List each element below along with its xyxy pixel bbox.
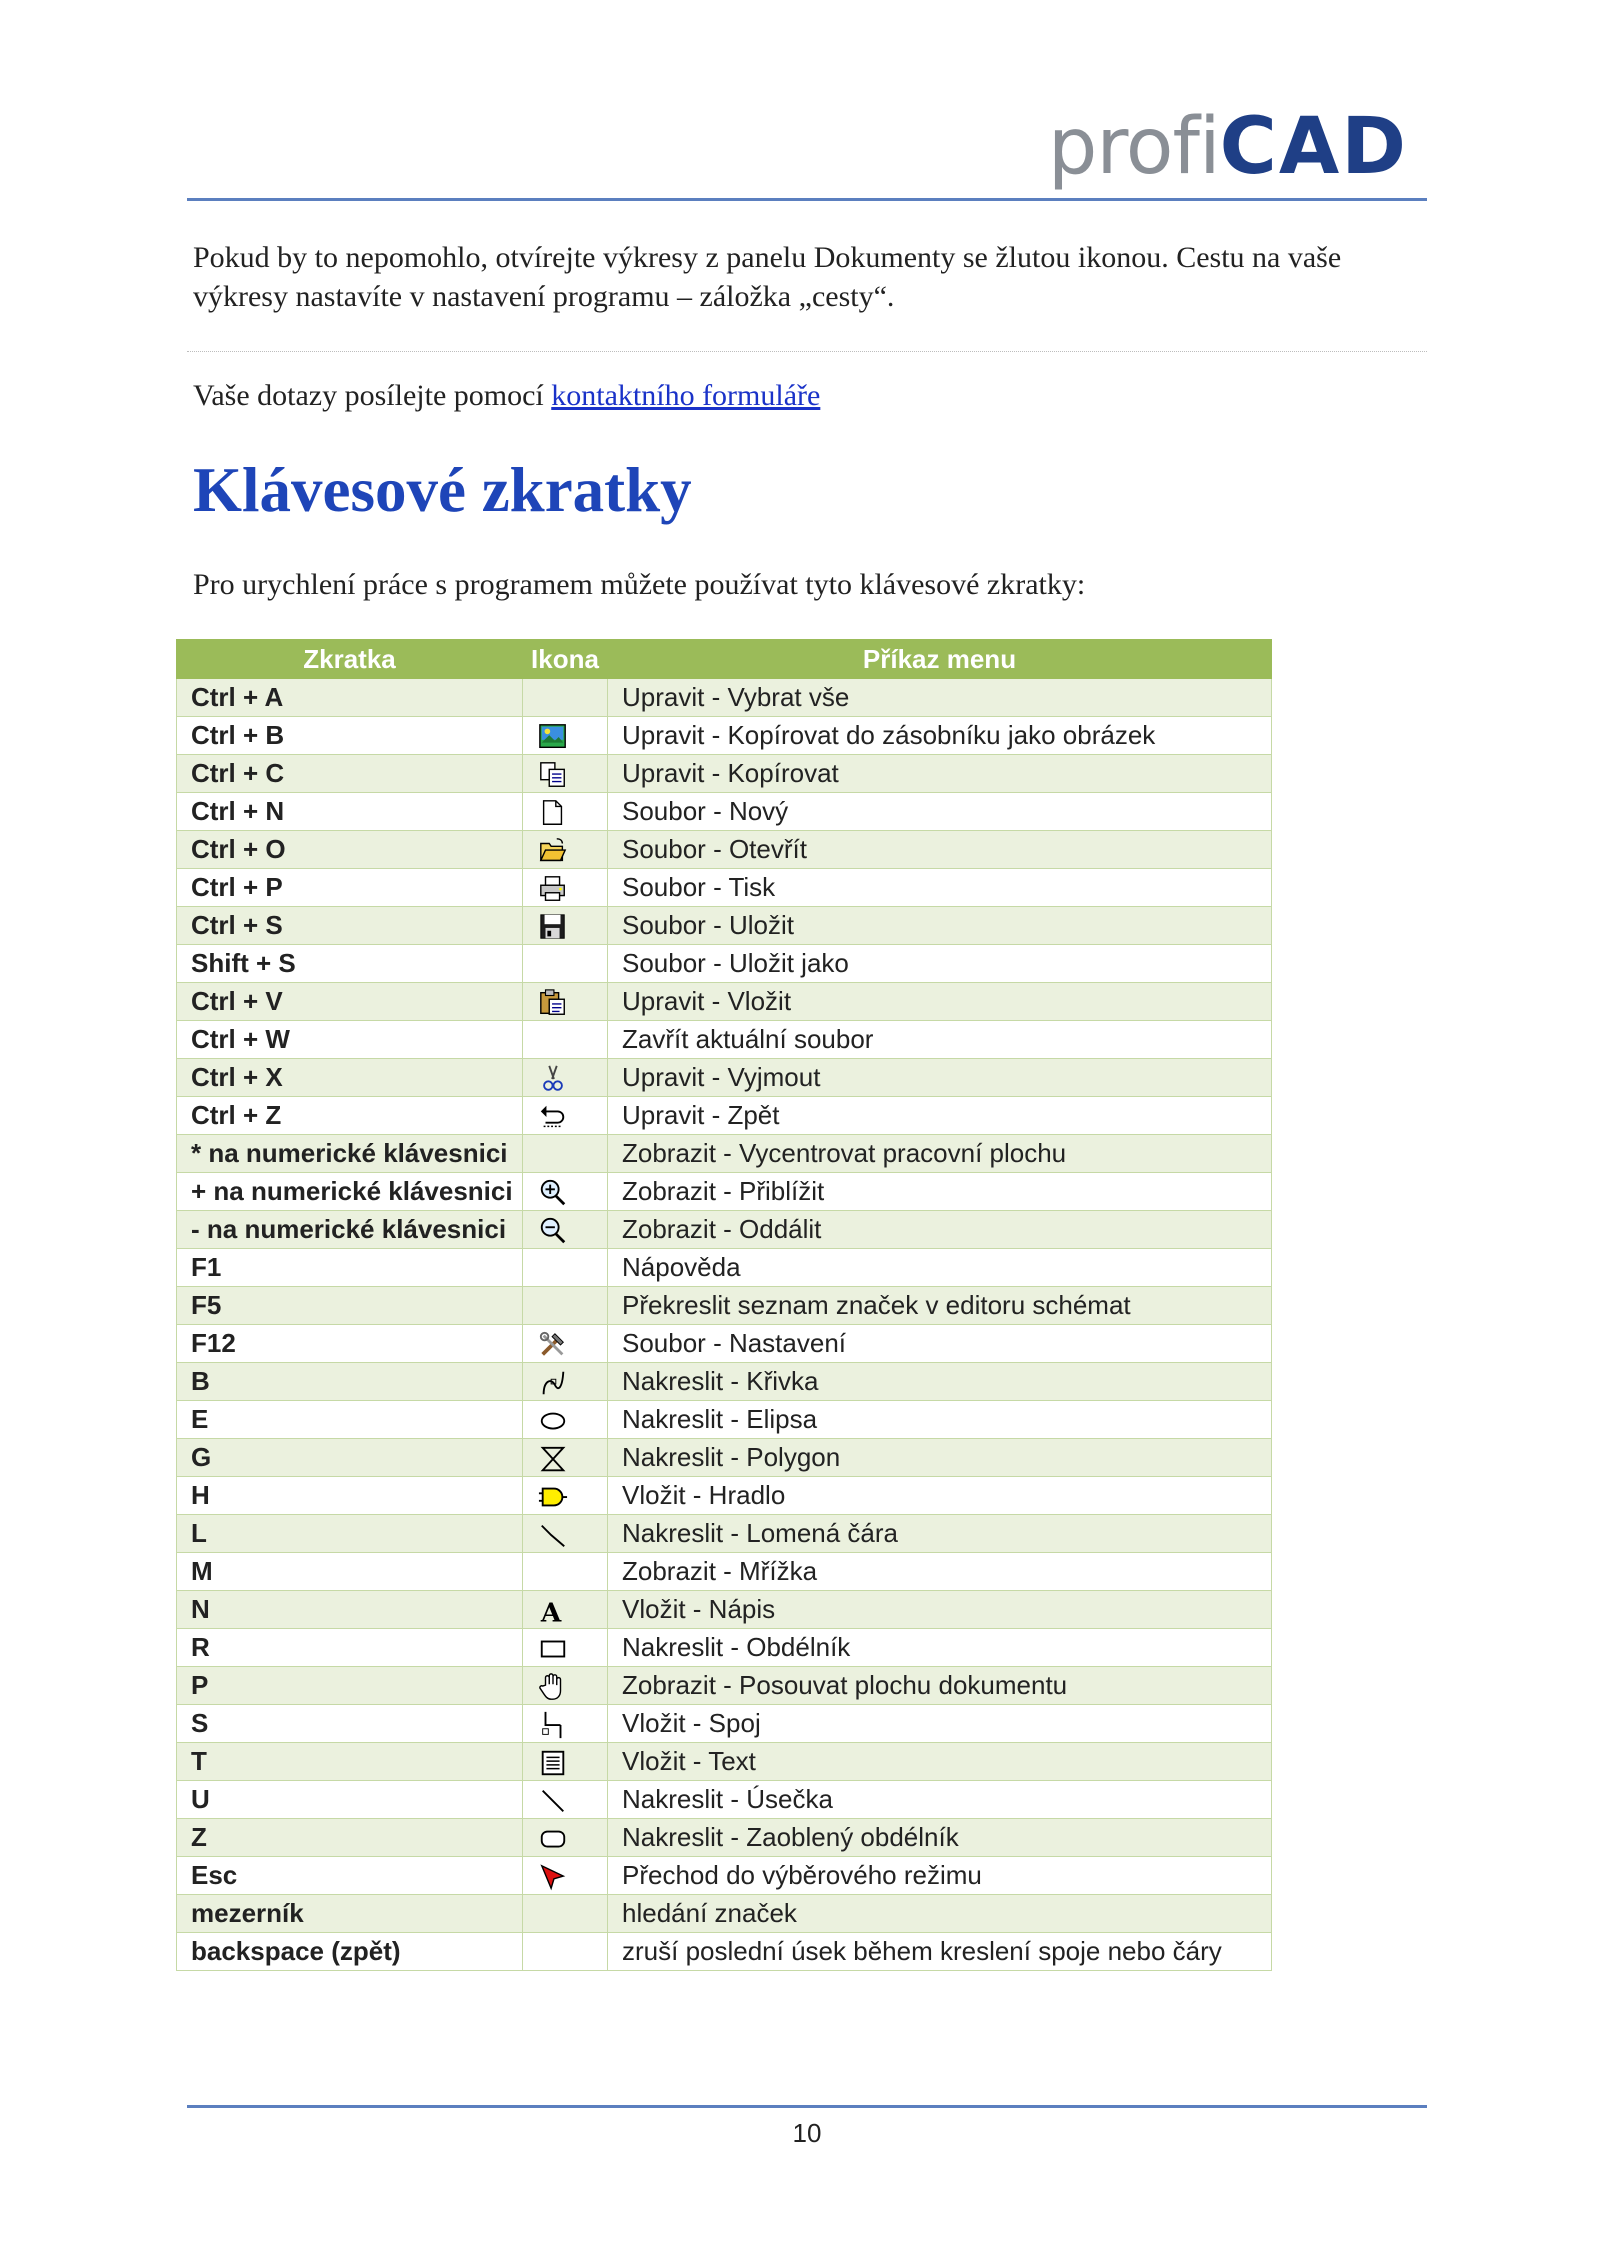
polygon-icon bbox=[537, 1444, 569, 1474]
menu-command: Upravit - Vybrat vše bbox=[608, 679, 1272, 717]
icon-cell bbox=[523, 1933, 608, 1971]
arrow-pointer-icon bbox=[537, 1862, 569, 1892]
shortcut-key: * na numerické klávesnici bbox=[177, 1135, 523, 1173]
icon-cell bbox=[523, 1287, 608, 1325]
table-row bbox=[177, 1287, 1272, 1325]
shortcut-key: Ctrl + A bbox=[177, 679, 523, 717]
shortcut-key: N bbox=[177, 1591, 523, 1629]
header-divider bbox=[187, 198, 1427, 201]
icon-cell bbox=[523, 1325, 608, 1363]
table-row bbox=[177, 1249, 1272, 1287]
shortcut-key: S bbox=[177, 1705, 523, 1743]
shortcut-key: Ctrl + O bbox=[177, 831, 523, 869]
shortcut-key: Ctrl + Z bbox=[177, 1097, 523, 1135]
shortcut-key: - na numerické klávesnici bbox=[177, 1211, 523, 1249]
menu-command: Upravit - Kopírovat bbox=[608, 755, 1272, 793]
polyline-icon bbox=[537, 1520, 569, 1550]
table-row bbox=[177, 1515, 1272, 1553]
icon-cell bbox=[523, 983, 608, 1021]
table-row bbox=[177, 1629, 1272, 1667]
copy-icon bbox=[537, 760, 569, 790]
menu-command: Nakreslit - Úsečka bbox=[608, 1781, 1272, 1819]
table-row bbox=[177, 1439, 1272, 1477]
printer-icon bbox=[537, 874, 569, 904]
line-icon bbox=[537, 1786, 569, 1816]
menu-command: Vložit - Hradlo bbox=[608, 1477, 1272, 1515]
menu-command: Vložit - Text bbox=[608, 1743, 1272, 1781]
icon-cell bbox=[523, 1781, 608, 1819]
gate-icon bbox=[537, 1482, 569, 1512]
shortcut-key: L bbox=[177, 1515, 523, 1553]
icon-cell bbox=[523, 1667, 608, 1705]
icon-cell bbox=[523, 1173, 608, 1211]
menu-command: Zavřít aktuální soubor bbox=[608, 1021, 1272, 1059]
table-row bbox=[177, 1705, 1272, 1743]
svg-text:A: A bbox=[540, 1596, 562, 1626]
zoom-in-icon bbox=[537, 1178, 569, 1208]
shortcut-key: mezerník bbox=[177, 1895, 523, 1933]
table-row bbox=[177, 1781, 1272, 1819]
shortcut-key: M bbox=[177, 1553, 523, 1591]
table-row bbox=[177, 1857, 1272, 1895]
shortcut-key: F1 bbox=[177, 1249, 523, 1287]
menu-command: Zobrazit - Přiblížit bbox=[608, 1173, 1272, 1211]
icon-cell bbox=[523, 1591, 608, 1629]
icon-cell bbox=[523, 1819, 608, 1857]
table-row bbox=[177, 831, 1272, 869]
icon-cell bbox=[523, 1211, 608, 1249]
menu-command: Soubor - Nový bbox=[608, 793, 1272, 831]
table-row bbox=[177, 755, 1272, 793]
save-disk-icon bbox=[537, 912, 569, 942]
menu-command: Zobrazit - Mřížka bbox=[608, 1553, 1272, 1591]
menu-command: Soubor - Nastavení bbox=[608, 1325, 1272, 1363]
icon-cell bbox=[523, 907, 608, 945]
table-row bbox=[177, 945, 1272, 983]
paragraph-contact: Vaše dotazy posílejte pomocí kontaktního formuláře bbox=[193, 379, 821, 412]
menu-command: Nakreslit - Obdélník bbox=[608, 1629, 1272, 1667]
footer-divider bbox=[187, 2105, 1427, 2108]
shortcut-key: E bbox=[177, 1401, 523, 1439]
ellipse-icon bbox=[537, 1406, 569, 1436]
shortcut-key: G bbox=[177, 1439, 523, 1477]
shortcut-key: H bbox=[177, 1477, 523, 1515]
icon-cell bbox=[523, 1553, 608, 1591]
table-row bbox=[177, 1401, 1272, 1439]
menu-command: zruší poslední úsek během kreslení spoje nebo čáry bbox=[608, 1933, 1272, 1971]
shortcut-key: Ctrl + X bbox=[177, 1059, 523, 1097]
wire-icon bbox=[537, 1710, 569, 1740]
scissors-icon bbox=[537, 1064, 569, 1094]
icon-cell bbox=[523, 755, 608, 793]
shortcut-key: backspace (zpět) bbox=[177, 1933, 523, 1971]
table-row bbox=[177, 1363, 1272, 1401]
new-file-icon bbox=[537, 798, 569, 828]
table-row bbox=[177, 1667, 1272, 1705]
icon-cell bbox=[523, 679, 608, 717]
page-number: 10 bbox=[792, 2118, 822, 2148]
icon-cell bbox=[523, 1059, 608, 1097]
table-row bbox=[177, 1097, 1272, 1135]
shortcut-key: Ctrl + C bbox=[177, 755, 523, 793]
icon-cell bbox=[523, 1439, 608, 1477]
icon-cell bbox=[523, 831, 608, 869]
shortcut-key: R bbox=[177, 1629, 523, 1667]
icon-cell bbox=[523, 1021, 608, 1059]
shortcuts-table bbox=[176, 639, 1272, 1971]
icon-cell bbox=[523, 717, 608, 755]
table-row bbox=[177, 1895, 1272, 1933]
picture-icon bbox=[537, 722, 569, 752]
tools-icon bbox=[537, 1330, 569, 1360]
shortcut-key: T bbox=[177, 1743, 523, 1781]
menu-command: Nakreslit - Polygon bbox=[608, 1439, 1272, 1477]
table-row bbox=[177, 1591, 1272, 1629]
shortcut-key: Ctrl + V bbox=[177, 983, 523, 1021]
icon-cell bbox=[523, 1857, 608, 1895]
icon-cell bbox=[523, 945, 608, 983]
menu-command: Nakreslit - Elipsa bbox=[608, 1401, 1272, 1439]
menu-command: Zobrazit - Oddálit bbox=[608, 1211, 1272, 1249]
table-row bbox=[177, 1135, 1272, 1173]
menu-command: Soubor - Tisk bbox=[608, 869, 1272, 907]
rounded-rect-icon bbox=[537, 1824, 569, 1854]
table-row bbox=[177, 1325, 1272, 1363]
menu-command: Upravit - Kopírovat do zásobníku jako obrázek bbox=[608, 717, 1272, 755]
shortcut-key: Shift + S bbox=[177, 945, 523, 983]
table-row bbox=[177, 1553, 1272, 1591]
shortcut-key: B bbox=[177, 1363, 523, 1401]
table-row bbox=[177, 907, 1272, 945]
column-header-menu-command: Příkaz menu bbox=[608, 640, 1272, 679]
shortcut-key: P bbox=[177, 1667, 523, 1705]
icon-cell bbox=[523, 1629, 608, 1667]
icon-cell bbox=[523, 869, 608, 907]
table-row bbox=[177, 1059, 1272, 1097]
shortcut-key: U bbox=[177, 1781, 523, 1819]
contact-form-link[interactable]: kontaktního formuláře bbox=[551, 379, 821, 412]
shortcut-key: Z bbox=[177, 1819, 523, 1857]
menu-command: Soubor - Uložit jako bbox=[608, 945, 1272, 983]
shortcut-key: Ctrl + W bbox=[177, 1021, 523, 1059]
open-folder-icon bbox=[537, 836, 569, 866]
table-row bbox=[177, 1933, 1272, 1971]
shortcut-key: Ctrl + P bbox=[177, 869, 523, 907]
paste-icon bbox=[537, 988, 569, 1018]
curve-icon bbox=[537, 1368, 569, 1398]
shortcut-key: Ctrl + B bbox=[177, 717, 523, 755]
textbox-icon bbox=[537, 1748, 569, 1778]
hand-icon bbox=[537, 1672, 569, 1702]
table-row bbox=[177, 1211, 1272, 1249]
table-row bbox=[177, 983, 1272, 1021]
proficad-logo: profiCAD bbox=[1047, 102, 1408, 192]
icon-cell bbox=[523, 1135, 608, 1173]
menu-command: Vložit - Spoj bbox=[608, 1705, 1272, 1743]
icon-cell bbox=[523, 1477, 608, 1515]
menu-command: Překreslit seznam značek v editoru schémat bbox=[608, 1287, 1272, 1325]
shortcut-key: + na numerické klávesnici bbox=[177, 1173, 523, 1211]
menu-command: Zobrazit - Posouvat plochu dokumentu bbox=[608, 1667, 1272, 1705]
text-a-icon bbox=[537, 1596, 569, 1626]
icon-cell bbox=[523, 1515, 608, 1553]
menu-command: Upravit - Vložit bbox=[608, 983, 1272, 1021]
menu-command: Upravit - Zpět bbox=[608, 1097, 1272, 1135]
paragraph-documents-panel: Pokud by to nepomohlo, otvírejte výkresy z panelu Dokumenty se žlutou ikonou. Cestu na vaše výkresy nastavíte v nastavení programu – záložka „cesty“. bbox=[193, 241, 1342, 313]
icon-cell bbox=[523, 1895, 608, 1933]
shortcut-key: Ctrl + S bbox=[177, 907, 523, 945]
column-header-icon: Ikona bbox=[523, 640, 608, 679]
table-row bbox=[177, 1819, 1272, 1857]
icon-cell bbox=[523, 1401, 608, 1439]
menu-command: Vložit - Nápis bbox=[608, 1591, 1272, 1629]
shortcut-key: F12 bbox=[177, 1325, 523, 1363]
menu-command: Soubor - Otevřít bbox=[608, 831, 1272, 869]
icon-cell bbox=[523, 1743, 608, 1781]
rectangle-icon bbox=[537, 1634, 569, 1664]
menu-command: hledání značek bbox=[608, 1895, 1272, 1933]
table-row bbox=[177, 717, 1272, 755]
shortcut-key: Esc bbox=[177, 1857, 523, 1895]
table-row bbox=[177, 1173, 1272, 1211]
table-row bbox=[177, 793, 1272, 831]
icon-cell bbox=[523, 1363, 608, 1401]
icon-cell bbox=[523, 793, 608, 831]
page-heading: Klávesové zkratky bbox=[193, 455, 692, 525]
icon-cell bbox=[523, 1249, 608, 1287]
intro-text: Pro urychlení práce s programem můžete používat tyto klávesové zkratky: bbox=[193, 568, 1086, 601]
zoom-out-icon bbox=[537, 1216, 569, 1246]
icon-cell bbox=[523, 1097, 608, 1135]
menu-command: Nápověda bbox=[608, 1249, 1272, 1287]
menu-command: Nakreslit - Křivka bbox=[608, 1363, 1272, 1401]
menu-command: Upravit - Vyjmout bbox=[608, 1059, 1272, 1097]
table-row bbox=[177, 1021, 1272, 1059]
table-row bbox=[177, 1743, 1272, 1781]
menu-command: Nakreslit - Zaoblený obdélník bbox=[608, 1819, 1272, 1857]
table-row bbox=[177, 869, 1272, 907]
menu-command: Nakreslit - Lomená čára bbox=[608, 1515, 1272, 1553]
column-header-shortcut: Zkratka bbox=[177, 640, 523, 679]
icon-cell bbox=[523, 1705, 608, 1743]
menu-command: Soubor - Uložit bbox=[608, 907, 1272, 945]
menu-command: Přechod do výběrového režimu bbox=[608, 1857, 1272, 1895]
menu-command: Zobrazit - Vycentrovat pracovní plochu bbox=[608, 1135, 1272, 1173]
undo-icon bbox=[537, 1102, 569, 1132]
dotted-separator bbox=[187, 351, 1427, 352]
table-row bbox=[177, 679, 1272, 717]
shortcut-key: Ctrl + N bbox=[177, 793, 523, 831]
shortcut-key: F5 bbox=[177, 1287, 523, 1325]
table-row bbox=[177, 1477, 1272, 1515]
